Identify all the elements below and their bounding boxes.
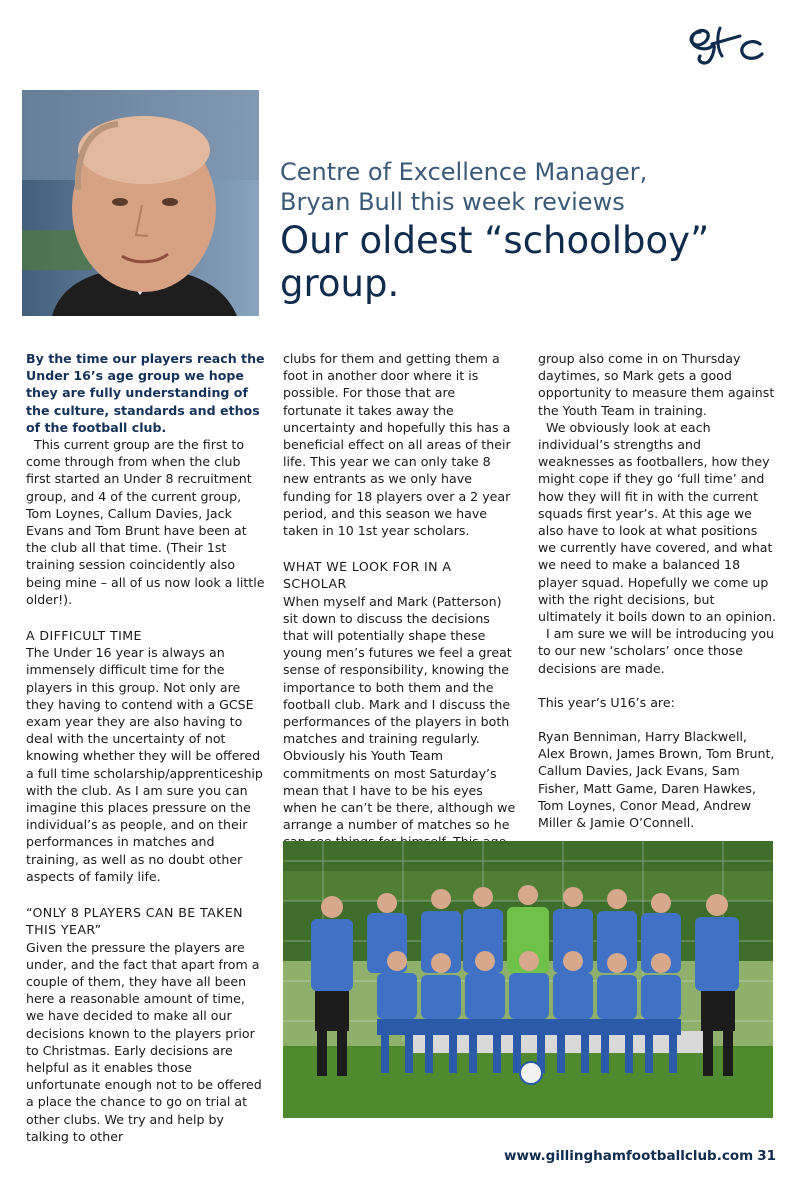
article-column-2: [283, 350, 517, 851]
title-line-2: group.: [280, 262, 400, 305]
article-kicker: [280, 157, 785, 217]
body-paragraph: Given the pressure the players are under, and the fact that apart from a couple of them, they have all been here a reasonable amount of time, we have decided to make all our decisions known to the players prior to Christmas. Early decisions are helpful as it enables those unfortunate enough not to be offered a place the chance to go on trial at other clubs. We try and help by talking to other: [26, 939, 262, 1144]
article-heading: [280, 157, 785, 305]
gfc-monogram-icon: [682, 18, 772, 70]
club-logo: [682, 18, 772, 70]
kicker-line-1: Centre of Excellence Manager,: [280, 158, 648, 186]
players-list-intro: This year’s U16’s are:: [538, 694, 675, 710]
article-column-3: [538, 350, 778, 831]
page-footer: [504, 1148, 776, 1164]
article-title: [280, 219, 785, 305]
body-paragraph: When myself and Mark (Patterson) sit down to discuss the decisions that will potentially shape these young men’s futures we feel a great sense of responsibility, knowing the importance to both them and the football club. Mark and I discuss the performances of the players in both matches and training regularly. Obviously his Youth Team commitments on most Saturday’s mean that I have to be his eyes when he can’t be there, although we arrange a number of matches so he: [283, 593, 516, 833]
subheading: “ONLY 8 PLAYERS CAN BE TAKEN THIS YEAR”: [26, 905, 243, 938]
body-paragraph: group also come in on Thursday daytimes, so Mark gets a good opportunity to measure them against the Youth Team in training.: [538, 351, 775, 418]
page-number: 31: [757, 1148, 776, 1164]
body-paragraph: The Under 16 year is always an immensely difficult time for the players in this group. Not only are they having to contend with a GCSE exam year they are also having to deal with the uncertainty of not knowing whether they will be offered a full time scholarship/apprenticeship with the club. As I am sure you can imagine this places pressure on the individual’s as people, and on their performances in matches and training, as well as no doubt other aspects of family life.: [26, 645, 263, 884]
article-column-1: [26, 350, 266, 1145]
body-paragraph: This current group are the first to come through from when the club first started an Under 8 recruitment group, and 4 of the current group, Tom Loynes, Callum Davies, Jack Evans and Tom Brunt have been at the club all that time. (Their 1st training session coincidently also being mine – all of us now look a little older!).: [26, 437, 265, 607]
team-photo: [283, 841, 773, 1118]
body-paragraph: We obviously look at each individual’s strengths and weaknesses as footballers, how they might cope if they go ‘full time’ and how they will fit in with the current squads first year’s. At this age we also have to look at what positions we currently have covered, and what we need to make a balanced 18 player squad. Hopefully we come up with the right decisions, but ultimately it boils down to an opinion.: [538, 419, 776, 625]
body-paragraph: clubs for them and getting them a foot in another door where it is possible. For those that are fortunate it takes away the uncertainty and hopefully this has a beneficial effect on all areas of their life. This year we can only take 8 new entrants as we only have funding for 18 players over a 2 year period, and this season we have taken in 10 1st year scholars.: [283, 351, 511, 539]
lead-paragraph: By the time our players reach the Under 16’s age group we hope they are fully understanding of the culture, standards and ethos of the football club.: [26, 351, 265, 435]
subheading: WHAT WE LOOK FOR IN A SCHOLAR: [283, 559, 452, 592]
title-line-1: Our oldest “schoolboy”: [280, 219, 710, 262]
footer-website-link[interactable]: www.gillinghamfootballclub.com: [504, 1148, 754, 1164]
kicker-line-2: Bryan Bull this week reviews: [280, 188, 625, 216]
subheading: A DIFFICULT TIME: [26, 628, 142, 644]
players-list: Ryan Benniman, Harry Blackwell, Alex Brown, James Brown, Tom Brunt, Callum Davies, Jack Evans, Sam Fisher, Matt Game, Daren Hawkes, Tom Loynes, Conor Mead, Andrew Miller & Jamie O’Connell.: [538, 729, 775, 831]
manager-portrait: [22, 90, 259, 316]
body-paragraph: I am sure we will be introducing you to our new ‘scholars’ once those decisions are made.: [538, 626, 775, 676]
